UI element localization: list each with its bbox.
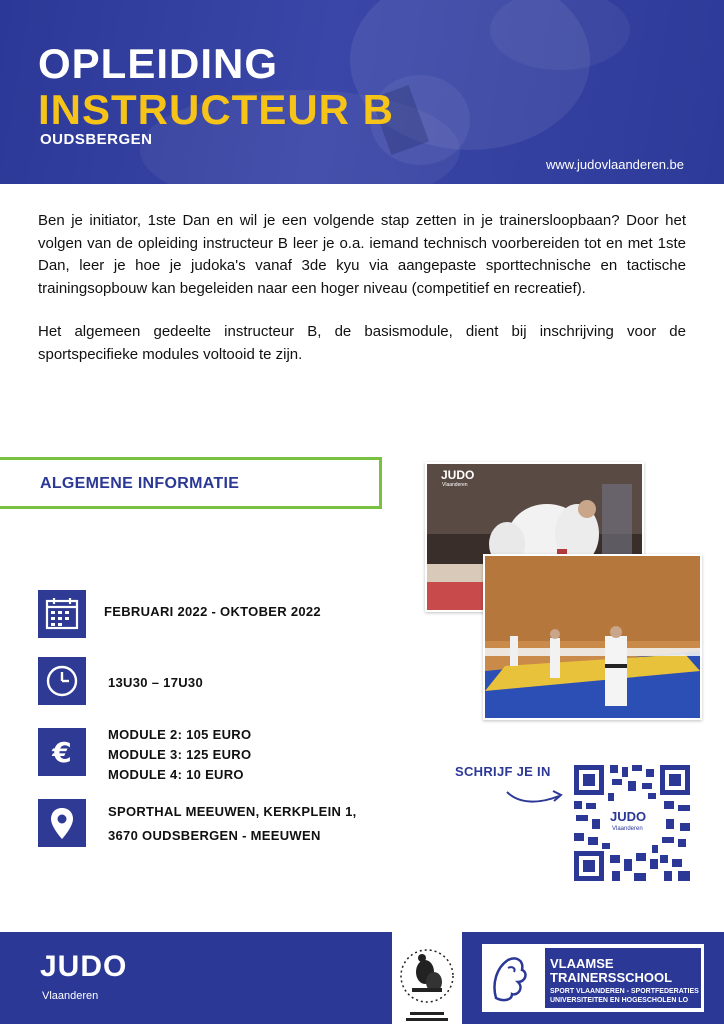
- vts-line-4: UNIVERSITEITEN EN HOGESCHOLEN LO: [550, 997, 689, 1004]
- calendar-icon: [38, 590, 86, 638]
- price-module-4: MODULE 4: 10 EURO: [108, 767, 244, 782]
- date-text: FEBRUARI 2022 - OKTOBER 2022: [104, 604, 321, 619]
- euro-icon: [38, 728, 86, 776]
- judo-photo-2: [483, 554, 702, 720]
- header-banner: [0, 0, 724, 184]
- price-module-2: MODULE 2: 105 EURO: [108, 727, 252, 742]
- location-line-1: SPORTHAL MEEUWEN, KERKPLEIN 1,: [108, 804, 357, 819]
- signup-label: SCHRIJF JE IN: [455, 764, 551, 779]
- price-module-3: MODULE 3: 125 EURO: [108, 747, 252, 762]
- website-link[interactable]: www.judovlaanderen.be: [545, 157, 684, 172]
- price-list: [108, 725, 251, 785]
- photo-judo-logo: JUDO: [441, 468, 475, 482]
- info-section-header: [0, 457, 382, 509]
- page-subtitle: OUDSBERGEN: [40, 131, 153, 148]
- page-title-line1: OPLEIDING: [38, 40, 279, 87]
- club-logo-oudsbergen: [392, 932, 462, 1024]
- vts-text: [550, 957, 700, 1005]
- judo-logo-text: JUDO: [40, 950, 128, 983]
- info-title: ALGEMENE INFORMATIE: [40, 475, 240, 492]
- location-line-2: 3670 OUDSBERGEN - MEEUWEN: [108, 828, 321, 843]
- curved-arrow-icon: [505, 784, 567, 806]
- qr-judo-logo: JUDO: [610, 809, 647, 824]
- qr-judo-logo-sub: Vlaanderen: [612, 826, 643, 832]
- signup-qr-code[interactable]: [572, 763, 692, 883]
- location-text: [108, 800, 357, 848]
- location-pin-icon: [38, 799, 86, 847]
- intro-paragraph-1: Ben je initiator, 1ste Dan en wil je een volgende stap zetten in je trainersloopbaan? Door het volgen van de opleiding instructeur B leer je o.a. iemand technisch voorbereiden tot en met 1ste Dan, leer je hoe je judoka's vanaf 3de kyu via aangepaste sporttechnische en tactische trainingsopbouw kan begeleiden naar een hoger niveau (competitief en recreatief).: [38, 212, 686, 297]
- photo-judo-logo-sub: Vlaanderen: [442, 482, 468, 488]
- vts-line-1: VLAAMSE: [550, 956, 614, 971]
- clock-icon: [38, 657, 86, 705]
- intro-paragraph-2: Het algemeen gedeelte instructeur B, de basismodule, dient bij inschrijving voor de sportspecifieke modules voltooid te zijn.: [38, 323, 686, 363]
- lion-icon: [482, 944, 542, 1012]
- page-title-line2: INSTRUCTEUR B: [38, 86, 394, 133]
- vts-line-3: SPORT VLAANDEREN - SPORTFEDERATIES: [550, 988, 699, 995]
- vts-line-2: TRAINERSSCHOOL: [550, 970, 673, 985]
- judo-vlaanderen-logo: [40, 950, 128, 1002]
- intro-text: [38, 210, 686, 387]
- time-text: 13U30 – 17U30: [108, 675, 203, 690]
- svg-text:€: €: [52, 736, 72, 769]
- judo-logo-subtext: Vlaanderen: [42, 990, 99, 1002]
